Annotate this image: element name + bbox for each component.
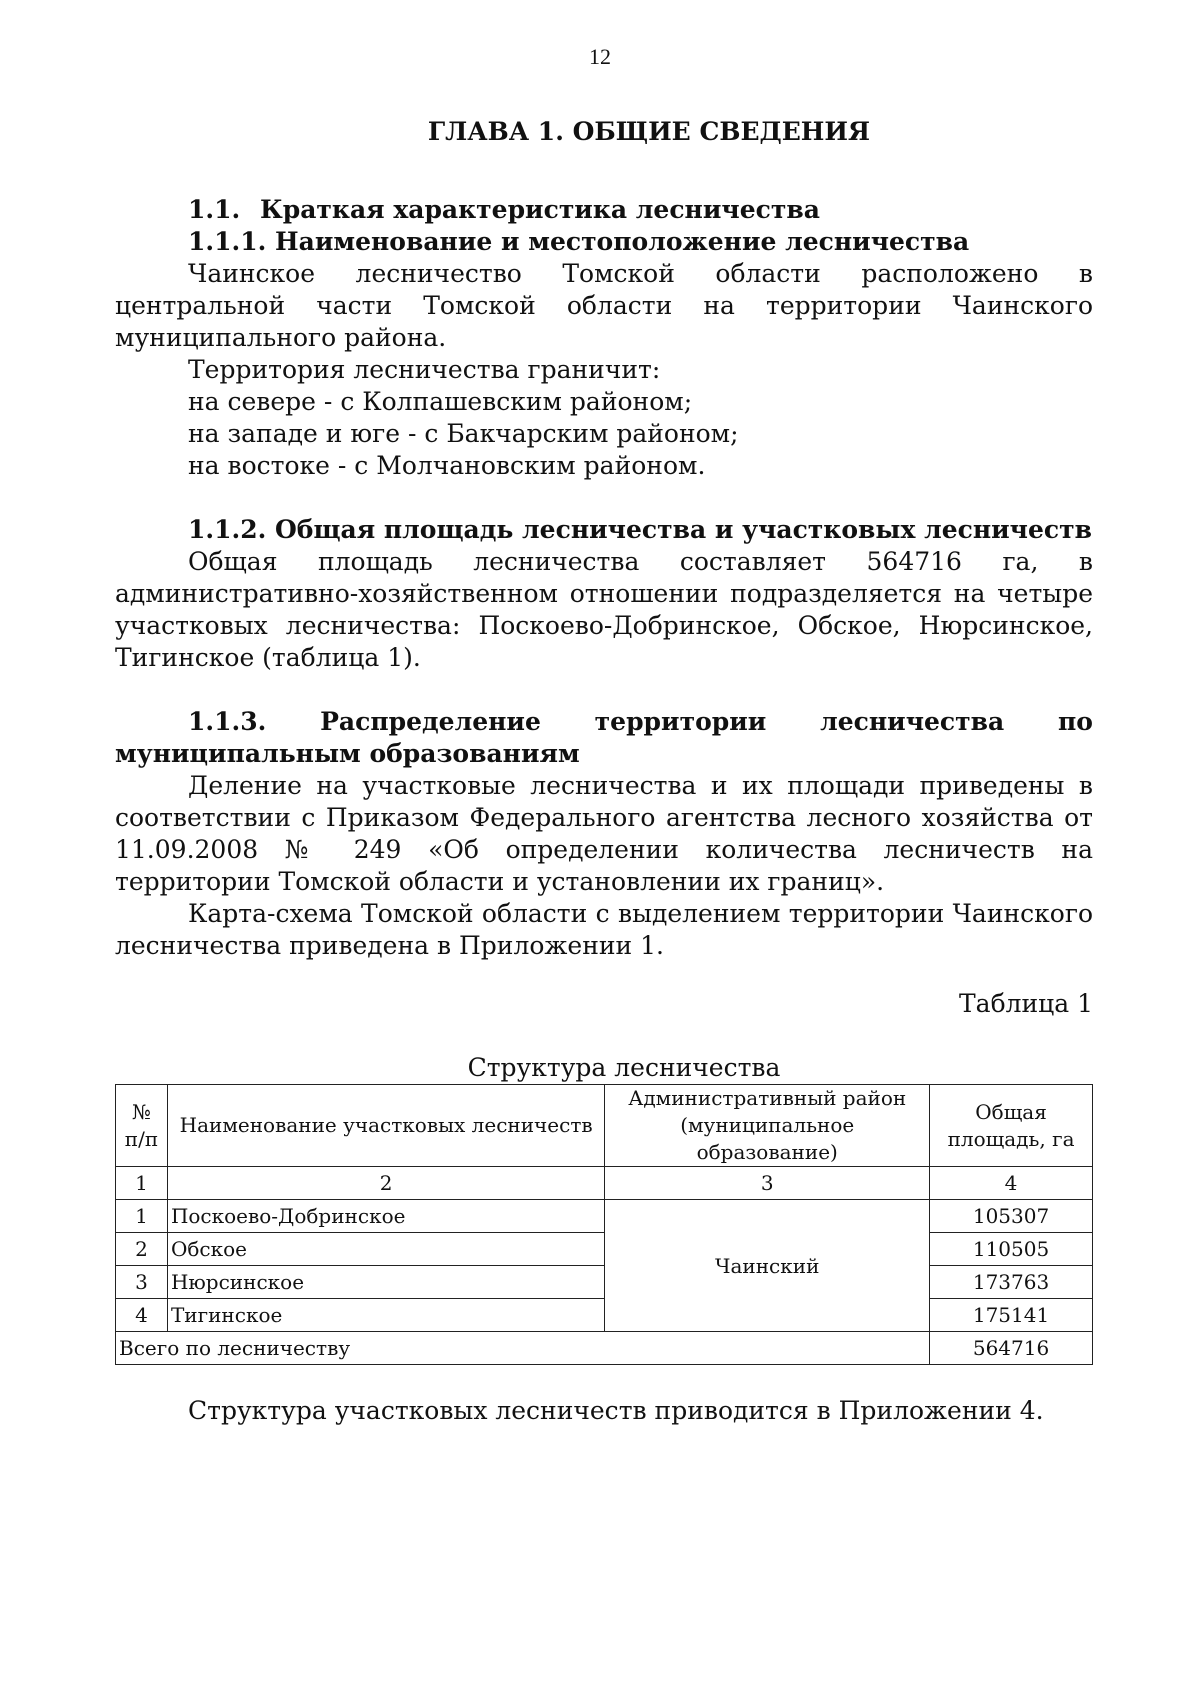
row-area: 175141 [930,1299,1093,1332]
table-row [116,1299,1093,1332]
section-heading-1-1-2: 1.1.2. Общая площадь лесничества и участковых лесничеств [188,515,1092,544]
table-row [116,1266,1093,1299]
document-body [115,112,1093,1427]
total-label: Всего по лесничеству [116,1332,930,1365]
row-num: 1 [116,1200,168,1233]
section-heading-1-1-1: 1.1.1. Наименование и местоположение лесничества [188,227,970,256]
district-cell: Чаинский [605,1200,930,1332]
header-name: Наименование участковых лесничеств [167,1085,604,1167]
paragraph-structure: Структура участковых лесничеств приводится в Приложении 4. [188,1396,1044,1425]
paragraph-borders-intro: Территория лесничества граничит: [188,355,661,384]
row-area: 110505 [930,1233,1093,1266]
forestry-structure-table [115,1084,1093,1365]
column-number: 3 [605,1167,930,1200]
column-number: 1 [116,1167,168,1200]
row-name: Нюрсинское [167,1266,604,1299]
paragraph-division: Деление на участковые лесничества и их площади приведены в соответствии с Приказом Федерального агентства лесного хозяйства от 11.09.2008 № 249 «Об определении количества лесничеств на территории Томской области и установлении их границ». [115,771,1093,896]
row-num: 3 [116,1266,168,1299]
section-heading-1-1-3: 1.1.3. Распределение территории лесничества по муниципальным образованиям [115,707,1093,768]
table-label: Таблица 1 [958,989,1093,1018]
column-number: 4 [930,1167,1093,1200]
border-east: на востоке - с Молчановским районом. [188,451,706,480]
border-north: на севере - с Колпашевским районом; [188,387,693,416]
header-district: Административный район (муниципальное образование) [605,1085,930,1167]
row-name: Поскоево-Добринское [167,1200,604,1233]
table-column-numbers-row [116,1167,1093,1200]
table-title: Структура лесничества [467,1053,781,1082]
row-area: 105307 [930,1200,1093,1233]
header-area: Общая площадь, га [930,1085,1093,1167]
column-number: 2 [167,1167,604,1200]
table-header-row [116,1085,1093,1167]
table-row [116,1200,1093,1233]
paragraph-map: Карта-схема Томской области с выделением территории Чаинского лесничества приведена в Приложении 1. [115,899,1093,960]
table-total-row [116,1332,1093,1365]
border-west-south: на западе и юге - с Бакчарским районом; [188,419,739,448]
header-num: № п/п [116,1085,168,1167]
section-title: Краткая характеристика лесничества [260,195,820,224]
page-number: 12 [589,44,611,69]
table-row [116,1233,1093,1266]
section-heading-1-1 [115,194,1093,226]
paragraph-area: Общая площадь лесничества составляет 564716 га, в административно-хозяйственном отношении подразделяется на четыре участковых лесничества: Поскоево-Добринское, Обское, Нюрсинское, Тигинское (таблица 1). [115,547,1093,672]
total-value: 564716 [930,1332,1093,1365]
row-area: 173763 [930,1266,1093,1299]
chapter-title: ГЛАВА 1. ОБЩИЕ СВЕДЕНИЯ [427,117,871,146]
row-name: Тигинское [167,1299,604,1332]
paragraph-location: Чаинское лесничество Томской области расположено в центральной части Томской области на территории Чаинского муниципального района. [115,259,1093,352]
row-num: 4 [116,1299,168,1332]
row-num: 2 [116,1233,168,1266]
row-name: Обское [167,1233,604,1266]
section-number: 1.1. [188,195,241,224]
